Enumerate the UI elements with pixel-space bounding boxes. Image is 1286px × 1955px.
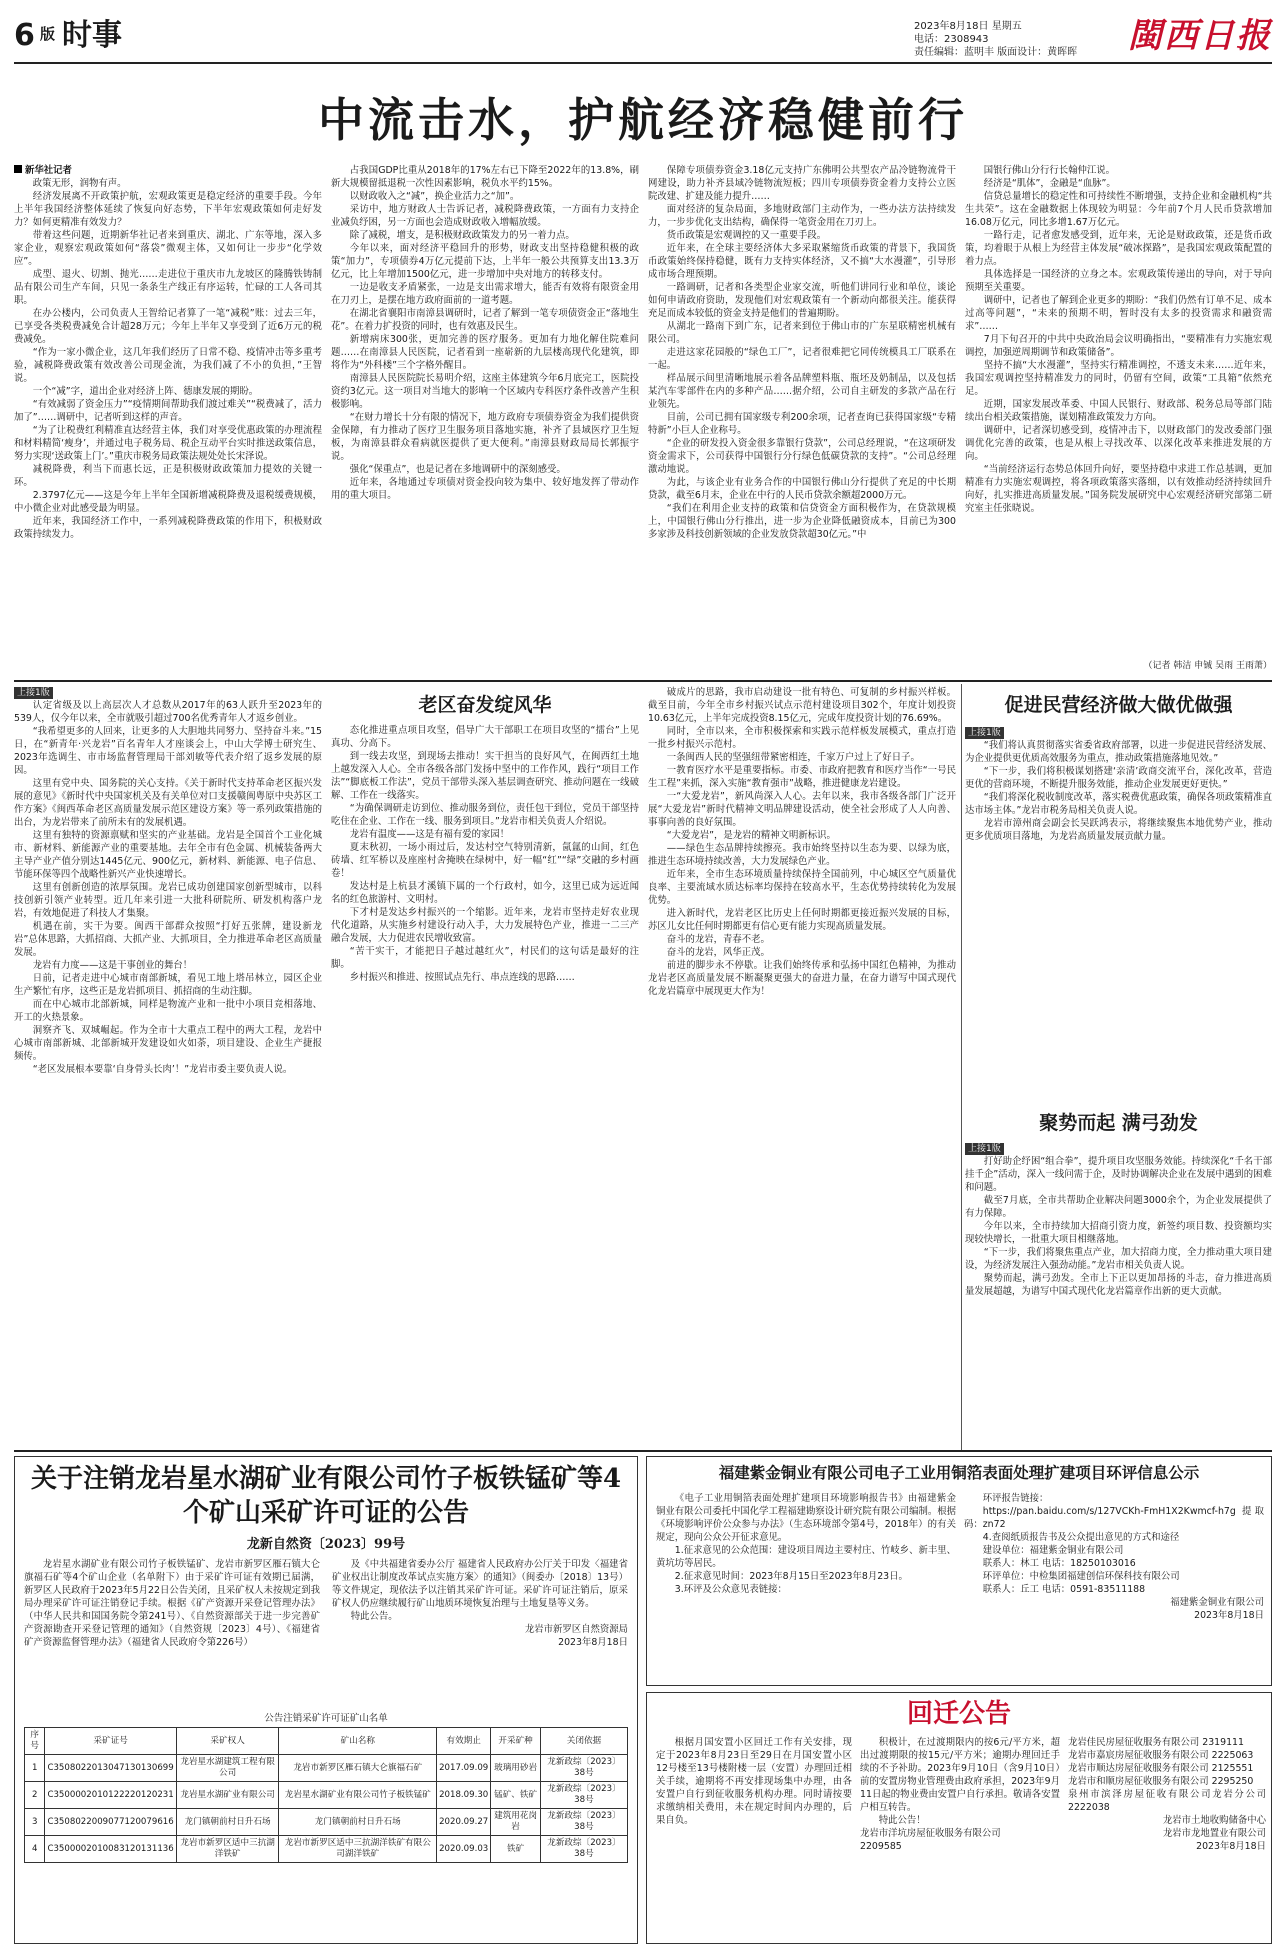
notice-env-text: 《电子工业用铜箔表面处理扩建项目环境影响报告书》由福建紫金铜业有限公司委托中国化学工程福建勘察设计研究院有限公司编制。根据《环境影响评价公众参与办法》（生态环境部令第4号，2018年）的有关规定，现向公众公开征求意见。 <box>656 1493 956 1543</box>
notice-env-contact: 环评单位：中检集团福建创信环保科技有限公司 <box>982 1571 1180 1582</box>
newspaper-logo: 閩西日报 <box>1128 16 1272 56</box>
section-divider <box>14 1450 1272 1452</box>
notice-mining-docno: 龙新自然资〔2023〕99号 <box>246 1537 406 1552</box>
paragraph: 下才村是发达乡村振兴的一个缩影。近年来，龙岩市坚持走好农业现代化道路，从实施乡村建设行动入手，大力发展特色产业，推进一二三产融合发展，大力促进农民增收致富。 <box>331 907 639 944</box>
paragraph: 日前，记者走进中心城市南部新城，看见工地上塔吊林立，园区企业生产繁忙有序，这些正是龙岩抓项目、抓招商的生动注脚。 <box>14 973 322 997</box>
notice-relocation-contact: 龙岩佳民房屋征收服务有限公司 2319111 <box>1068 1737 1244 1748</box>
table-cell: 建筑用花岗岩 <box>491 1809 541 1836</box>
paragraph: 机遇在前，实干为要。闽西干部群众按照“打好五张牌，建设新龙岩”总体思路，大抓招商、大抓产业、大抓项目，全力推进革命老区高质量发展。 <box>14 921 322 958</box>
notice-env-link-label: 环评报告链接： <box>982 1493 1049 1504</box>
table-cell: C3500002010122220120231 <box>45 1782 176 1809</box>
table-cell: 2018.09.30 <box>437 1782 491 1809</box>
notice-env-item-3: 3.环评及公众意见表链接： <box>674 1584 787 1595</box>
continued-tag: 上接1版 <box>965 727 1004 739</box>
paragraph: 一路行走，记者愈发感受到，近年来，无论是财政政策，还是货币政策，均着眼于从根上为经营主体发展“破冰探路”，是我国宏观政策配置的着力点。 <box>965 230 1272 267</box>
paragraph: 南漳县人民医院院长易明介绍，这座主体建筑今年6月底完工，医院投资约3亿元。这一项目对当地大的影响一个区域内专科医疗条件改善产生积极影响。 <box>331 373 639 410</box>
lead-column-4 <box>965 164 1272 672</box>
table-cell: 龙岩星水湖矿业有限公司竹子板铁锰矿 <box>279 1782 437 1809</box>
notice-mining-text-2: 及《中共福建省委办公厅 福建省人民政府办公厅关于印发〈福建省矿业权出让制度改革试点实施方案〉的通知》（闽委办〔2018〕13号）等文件规定，现依法予以注销其采矿许可证。采矿许可证注销后，原采矿权人仍应继续履行矿山地质环境恢复治理与土地复垦等义务。 <box>332 1559 628 1609</box>
table-header-cell: 采矿证号 <box>45 1728 176 1755</box>
paragraph: “为确保调研走访到位、推动服务到位，责任包干到位，党员干部坚持吃住在企业、工作在一线、服务到项目。”龙岩市相关负责人介绍说。 <box>331 803 639 827</box>
paragraph: 龙岩有温度——这是有福有爱的家园！ <box>349 829 510 840</box>
paragraph: 同时，全市以来，全市积极探索和实践示范样板发展模式，重点打造一批乡村振兴示范村。 <box>648 726 956 750</box>
paragraph: 7月下旬召开的中共中央政治局会议明确指出，“要精准有力实施宏观调控，加强逆周期调节和政策储备”。 <box>965 334 1272 358</box>
paragraph: 目前，公司已拥有国家级专利200余项，记者查询已获得国家级“专精特新”小巨人企业称号。 <box>648 412 956 436</box>
page-number-value: 6 <box>14 18 35 53</box>
paragraph: 成型、退火、切割、抛光……走进位于重庆市九龙坡区的隆腾铁铸制品有限公司生产车间，只见一条条生产线正有序运转，忙碌的工人各司其职。 <box>14 269 322 306</box>
table-cell: 2017.09.09 <box>437 1755 491 1782</box>
table-cell: 龙门镇朝前村日升石场 <box>279 1809 437 1836</box>
notice-env-contact: 建设单位：福建紫金铜业有限公司 <box>982 1545 1124 1556</box>
table-cell: 龙岩市新罗区适中三抗湖洋铁矿有限公司湖洋铁矿 <box>279 1836 437 1863</box>
paragraph: “我希望更多的人回来，让更多的人大胆地共同努力、坚持奋斗来。”15日，在“新青年·兴龙岩”百名青年人才座谈会上，中山大学博士研究生、2023年选调生、市市场监督管理局干部刘敏等代表介绍了返乡发展的原因。 <box>14 726 322 776</box>
paragraph: 面对经济的复杂局面，多地财政部门主动作为，一些办法方法持续发力，一步步优化支出结构，确保得一笔资金用在刀刃上。 <box>648 204 956 228</box>
mining-license-table <box>24 1727 628 1863</box>
table-row <box>25 1755 628 1782</box>
paragraph: 调研中，记者深切感受到，疫情冲击下，以财政部门的发改委部门强调优化完善的政策，也是从根上寻找改革、以深化改革来推进发展的方向。 <box>965 425 1272 462</box>
table-cell: 2020.09.03 <box>437 1836 491 1863</box>
notice-relocation-contact: 龙岩市和顺房屋征收服务有限公司 2295250 <box>1068 1776 1254 1787</box>
notice-relocation-body-3 <box>1068 1736 1266 1940</box>
table-header-cell: 序号 <box>25 1728 45 1755</box>
lead-column-2 <box>331 164 639 672</box>
lead-byline: （记者 韩洁 申铖 吴雨 王雨萧） <box>1143 661 1272 671</box>
notice-relocation-text-1: 根据月国安置小区回迁工作有关安排，现定于2023年8月23日至29日在月国安置小区12号楼至13号楼附楼一层（安置）办理回迁相关手续，逾期将不再安排现场集中办理，由各安置户自行到征收服务机构办理。同时请按要求缴纳相关费用，未在规定时间内办理的，后果自负。 <box>656 1737 852 1826</box>
table-cell: 1 <box>25 1755 45 1782</box>
section-title: 时事 <box>62 18 122 53</box>
section-divider <box>14 680 1272 682</box>
table-cell: 龙新政综〔2023〕38号 <box>540 1836 627 1863</box>
paragraph: “我们在利用企业支持的政策和信贷资金方面积极作为，在贷款规模上，中国银行佛山分行推出，进一步为企业降低融资成本，目前已为300多家涉及科技创新领域的企业发放贷款超30亿元。”中 <box>648 503 956 540</box>
paragraph: “苦干实干，才能把日子越过越红火”，村民们的这句话是最好的注脚。 <box>331 946 639 970</box>
notice-mining-body-1 <box>24 1558 320 1708</box>
notice-env-date: 2023年8月18日 <box>1194 1610 1264 1621</box>
paragraph: 经济是“肌体”，金融是“血脉”。 <box>983 178 1116 189</box>
notice-relocation-title: 回迁公告 <box>906 1699 1011 1729</box>
paragraph: 前进的脚步永不停歇。让我们始终传承和弘扬中国红色精神，为推动龙岩老区高质量发展不断凝聚更强大的奋进力量，在奋力谱写中国式现代化龙岩篇章中展现更大作为！ <box>648 960 956 997</box>
left-story-column-3 <box>648 686 956 1446</box>
paragraph: 带着这些问题，近期新华社记者来到重庆、湖北、广东等地，深入多家企业，观察宏观政策如何“落袋”微观主体，又如何让一步步“化学效应”。 <box>14 230 322 267</box>
notice-env-item-2: 2.征求意见时间：2023年8月15日至2023年8月23日。 <box>674 1571 908 1582</box>
notice-mining-date: 2023年8月18日 <box>558 1637 628 1648</box>
notice-env-body-2 <box>964 1492 1264 1678</box>
paragraph: 走进这家花园般的“绿色工厂”，记者很难把它同传统模具工厂联系在一起。 <box>648 347 956 371</box>
table-cell: C3508022009077120079616 <box>45 1809 176 1836</box>
paragraph: 到一线去攻坚，到现场去推动！实干担当的良好风气，在闽西红土地上越发深入人心。全市各级各部门发扬中坚中的工作作风，践行“项目工作法”“脚底板工作法”，党员干部带头深入基层调查研究、推动问题在一线破解、工作在一线落实。 <box>331 751 639 801</box>
paragraph: “大爱龙岩”，是龙岩的精神文明新标识。 <box>666 830 836 841</box>
notice-relocation-body-1 <box>656 1736 852 1940</box>
lead-column-1 <box>14 164 322 672</box>
table-cell: 龙新政综〔2023〕38号 <box>540 1755 627 1782</box>
paragraph: “当前经济运行态势总体回升向好，要坚持稳中求进工作总基调，更加精准有力实施宏观调控，将各项政策落实落细，以有效推动经济持续回升向好，扎实推进高质量发展。”国务院发展研究中心宏观经济研究部第二研究室主任张晓说。 <box>965 464 1272 514</box>
table-cell: 龙岩市新罗区雁石镇大仑旗福石矿 <box>279 1755 437 1782</box>
paragraph: “有效减弱了资金压力”“疫情期间帮助我们渡过难关”“税费减了，活力加了”……调研中，记者听到这样的声音。 <box>14 399 322 423</box>
table-header-cell: 关闭依据 <box>540 1728 627 1755</box>
paragraph: 货币政策是宏观调控的又一重要手段。 <box>666 230 827 241</box>
table-cell: 2020.09.27 <box>437 1809 491 1836</box>
notice-env-body-1 <box>656 1492 956 1678</box>
paragraph: 今年以来，面对经济平稳回升的形势，财政支出坚持稳健积极的政策“加力”，专项债券4万亿元提前下达，上半年一般公共预算支出13.3万亿元，比上年增加1500亿元，进一步增加中央对地方的转移支付。 <box>331 243 639 280</box>
lead-column-3 <box>648 164 956 672</box>
right-story2-body <box>965 1142 1272 1446</box>
paragraph: 这里有独特的资源禀赋和坚实的产业基础。龙岩是全国首个工业化城市、新材料、新能源产业的重要基地。去年全市有色金属、机械装备两大主导产业产值分别达1445亿元、900亿元，新材料、新能源、电子信息、节能环保等四个战略性新兴产业快速增长。 <box>14 830 322 880</box>
paragraph: 今年以来，全市持续加大招商引资力度，新签约项目数、投资额均实现较快增长，一批重大项目相继落地。 <box>965 1221 1272 1245</box>
paragraph: 洞察齐飞、双城崛起。作为全市十大重点工程中的两大工程，龙岩中心城市南部新城、北部新城开发建设如火如荼，项目建设、企业生产捷报频传。 <box>14 1025 322 1062</box>
mining-table-caption: 公告注销采矿许可证矿山名单 <box>264 1713 388 1724</box>
page-header <box>14 14 1272 64</box>
paragraph: 一边是收支矛盾紧张，一边是支出需求增大，能否有效将有限资金用在刀刃上，是摆在地方政府面前的一道考题。 <box>331 282 639 306</box>
paragraph: 在办公楼内，公司负责人王智给记者算了一笔“减税”账：过去三年，已享受各类税费减免合计超28万元；今年上半年又享受到了近6万元的税费减免。 <box>14 308 322 345</box>
notice-mining-special: 特此公告。 <box>350 1611 398 1622</box>
paragraph: 奋斗的龙岩，青春不老。 <box>666 934 770 945</box>
lead-headline: 中流击水，护航经济稳健前行 <box>318 93 968 147</box>
table-cell: 玻璃用砂岩 <box>491 1755 541 1782</box>
notice-relocation-text-2: 积极计，在过渡期限内的按6元/平方米，超出过渡期限的按15元/平方米；逾期办理回迁手续的不予补助。2023年9月10日（含9月10日）前的安置房物业管理费由政府承担，2023年9月11日起的物业费由安置户自行承担。敬请各安置户相互转告。 <box>860 1737 1060 1813</box>
table-cell: 龙岩市新罗区适中三抗湖洋铁矿 <box>176 1836 279 1863</box>
right-story1-body <box>965 726 1272 1102</box>
table-row <box>25 1809 628 1836</box>
notice-env-link[interactable]: https://pan.baidu.com/s/127VCKh-FmH1X2Kwmcf-h7g 提取码：zn72 <box>964 1506 1264 1530</box>
page-suffix: 版 <box>40 25 56 43</box>
paragraph: “在财力增长十分有限的情况下，地方政府专项债券资金为我们提供资金保障，有力推动了医疗卫生服务项目落地实施，补齐了县域医疗卫生短板，为南漳县群众看病就医提供了更大便利。”南漳县财政局局长郭振宇说。 <box>331 412 639 462</box>
notice-relocation-contact: 龙岩市顺达房屋征收服务有限公司 2125551 <box>1068 1763 1254 1774</box>
table-row <box>25 1782 628 1809</box>
paragraph: 坚持不搞“大水漫灌”，坚持实行精准调控，不透支未来……近年来，我国宏观调控坚持精准发力的同时，仍留有空间，政策“工具箱”依然充足。 <box>965 360 1272 397</box>
table-cell: 龙门镇朝前村日升石场 <box>176 1809 279 1836</box>
editors-line: 责任编辑：蓝明丰 版面设计：黄晖晖 <box>914 47 1078 58</box>
paragraph: 保障专项债券资金3.18亿元支持广东佛明公共型农产品冷链物流骨干网建设，助力补齐县域冷链物流短板；四川专项债券资金着力支持公立医院改建、扩建及能力提升…… <box>648 165 956 202</box>
notice-relocation-phone: 2209585 <box>860 1841 902 1852</box>
dateline-marker <box>14 165 22 173</box>
table-cell: 3 <box>25 1809 45 1836</box>
notice-relocation-signer: 龙岩市土地收购储备中心 <box>1162 1815 1266 1826</box>
paragraph: 一条闽西人民的坚强纽带紧密相连，千家万户过上了好日子。 <box>666 752 920 763</box>
notice-env-title: 福建紫金铜业有限公司电子工业用铜箔表面处理扩建项目环评信息公示 <box>718 1463 1200 1482</box>
table-header-cell: 有效期止 <box>437 1728 491 1755</box>
paragraph: 近年来，全市生态环境质量持续保持全国前列，中心城区空气质量优良率、主要流域水质达标率均保持在较高水平，生态优势持续转化为发展优势。 <box>648 869 956 906</box>
paragraph: 而在中心城市北部新城，同样是物流产业和一批中小项目竞相落地、开工的火热景象。 <box>14 999 322 1023</box>
paragraph: 国银行佛山分行行长翰仲江说。 <box>983 165 1116 176</box>
paragraph: 打好助企纾困“组合拳”，提升项目攻坚服务效能。持续深化“千名干部挂千企”活动，深入一线问需于企，及时协调解决企业在发展中遇到的困难和问题。 <box>965 1156 1272 1193</box>
paragraph: “老区发展根本要靠‘自身骨头长肉’！”龙岩市委主要负责人说。 <box>32 1064 293 1075</box>
notice-env-contact: 联系人：林工 电话：18250103016 <box>982 1558 1136 1569</box>
table-cell: C3508022013047130130699 <box>45 1755 176 1782</box>
left-story-title: 老区奋发绽风华 <box>418 694 552 716</box>
notice-relocation-signer2: 龙岩市龙地置业有限公司 <box>1162 1828 1266 1839</box>
paragraph: 除了减税，增支，是积极财政政策发力的另一着力点。 <box>349 230 575 241</box>
notice-mining-title: 关于注销龙岩星水湖矿业有限公司竹子板铁锰矿等4个矿山采矿许可证的公告 <box>30 1464 622 1528</box>
paragraph: 进入新时代，龙岩老区比历史上任何时期都更接近振兴发展的目标，苏区儿女比任何时期都更有信心更有能力实现高质量发展。 <box>648 908 956 932</box>
right-story1-title: 促进民营经济做大做优做强 <box>1004 694 1233 716</box>
notice-relocation-contact: 龙岩市嘉宸房屋征收服务有限公司 2225063 <box>1068 1750 1254 1761</box>
paragraph: 具体选择是一国经济的立身之本。宏观政策传递出的导向，对于导向预期至关重要。 <box>965 269 1272 293</box>
notice-mining-signer: 龙岩市新罗区自然资源局 <box>524 1624 628 1635</box>
table-cell: 锰矿、铁矿 <box>491 1782 541 1809</box>
paragraph: 一个“减”字，道出企业对经济上阵、德康发展的期盼。 <box>32 386 259 397</box>
left-story-column-1 <box>14 686 322 1446</box>
paragraph: 认定省级及以上高层次人才总数从2017年的63人跃升至2023年的539人，仅今年以来，全市就吸引超过700名优秀青年人才返乡创业。 <box>14 700 322 724</box>
notice-env-item-4: 4.查阅纸质报告书及公众提出意见的方式和途径 <box>982 1532 1180 1543</box>
paragraph: 奋斗的龙岩，风华正茂。 <box>666 947 770 958</box>
paragraph: 近年来，我国经济工作中，一系列减税降费政策的作用下，积极财政政策持续发力。 <box>14 516 322 540</box>
header-meta <box>914 20 1077 59</box>
paragraph: 新增病床300张，更加完善的医疗服务。更加有力地化解住院难问题……在南漳县人民医院，记者看到一座崭新的九层楼高现代化建筑，即将作为“外科楼”三个字格外醒目。 <box>331 334 639 371</box>
paragraph: 这里有创新创造的浓厚氛围。龙岩已成功创建国家创新型城市，以科技创新引领产业转型。近几年来引进一大批科研院所、研发机构落户龙岩，有效地促进了科技人才集聚。 <box>14 882 322 919</box>
table-cell: 龙新政综〔2023〕38号 <box>540 1782 627 1809</box>
paragraph: 乡村振兴和推进、按照试点先行、串点连线的思路…… <box>349 972 575 983</box>
paragraph: 截至7月底，全市共帮助企业解决问题3000余个，为企业发展提供了有力保障。 <box>965 1195 1272 1219</box>
notice-relocation-contact: 泉州市滨泽房屋征收有限公司龙岩分公司 2222038 <box>1068 1789 1266 1813</box>
table-header-cell: 开采矿种 <box>491 1728 541 1755</box>
notice-relocation-body-2 <box>860 1736 1060 1940</box>
phone-number: 电话：2308943 <box>914 34 989 45</box>
notice-mining-text-1: 龙岩星水湖矿业有限公司竹子板铁锰矿、龙岩市新罗区雁石镇大仑旗福石矿等4个矿山企业（名单附下）由于采矿许可证有效期已届满，新罗区人民政府于2023年5月22日公告关闭，且采矿权人未按规定到我局办理采矿许可证注销登记手续。根据《矿产资源开采登记管理办法》（中华人民共和国国务院令第241号）、《自然资源部关于进一步完善矿产资源勘查开采登记管理的通知》（自然资规〔2023〕4号）、《福建省矿产资源监督管理办法》（福建省人民政府令第226号） <box>24 1559 320 1648</box>
paragraph: 采访中，地方财政人士告诉记者，减税降费政策，一方面有力支持企业减负纾困，另一方面也会造成财政收入增幅放缓。 <box>331 204 639 228</box>
lead-dateline: 新华社记者 <box>25 165 72 176</box>
paragraph: 破成片的思路，我市启动建设一批有特色、可复制的乡村振兴样板。截至目前，今年全市乡村振兴试点示范村建设项目302个，年度计划投资10.63亿元，上半年完成投资8.15亿元，完成年度投资计划的76.69%。 <box>648 687 956 724</box>
paragraph: “为了让税费红利精准直达经营主体，我们对享受优惠政策的办理流程和材料精简‘瘦身’，并通过电子税务局、税企互动平台实时推送政策信息，努力实现‘送政策上门’。”重庆市税务局政策法规处处长宋泽说。 <box>14 425 322 462</box>
paragraph: 一“大爱龙岩”，新风尚深入人心。去年以来，我市各级各部门广泛开展“大爱龙岩”新时代精神文明品牌建设活动，使全社会形成了人人向善、事事向善的良好氛围。 <box>648 791 956 828</box>
paragraph: 近年来，各地通过专项债对资金投向较为集中、较好地发挥了带动作用的重大项目。 <box>331 477 639 501</box>
paragraph: 强化“保重点”，也是记者在多地调研中的深刻感受。 <box>349 464 566 475</box>
paragraph: 一教育医疗水平是重要指标。市委、市政府把教育和医疗当作“一号民生工程”来抓，深入实施“教育强市”战略，推进健康龙岩建设。 <box>648 765 956 789</box>
table-cell: C3500002010083120131136 <box>45 1836 176 1863</box>
paragraph: 一路调研，记者和各类型企业家交流，听他们讲同行业和单位，谈论如何申请政府资助，发现他们对宏观政策有一个新动向都很关注。能获得充足而成本较低的资金支持是他们的普遍期盼。 <box>648 282 956 319</box>
paragraph: “我们将认真贯彻落实省委省政府部署，以进一步促进民营经济发展、为企业提供更优质高效服务为重点，推动政策措施落地见效。” <box>965 740 1272 764</box>
paragraph: 信贷总量增长的稳定性和可持续性不断增强，支持企业和金融机构“共生共荣”。这在金融数据上体现较为明显：今年前7个月人民币贷款增加16.08万亿元，同比多增1.67万亿元。 <box>965 191 1272 228</box>
paragraph: 经济发展离不开政策护航，宏观政策更是稳定经济的重要手段。今年上半年我国经济整体延续了恢复向好态势，下半年宏观政策如何走好发力？如何更精准有效发力？ <box>14 191 322 228</box>
paragraph: “我们将深化税收制度改革，落实税费优惠政策，确保各项政策精准直达市场主体。”龙岩市税务局相关负责人说。 <box>965 792 1272 816</box>
paragraph: 夏末秋初，一场小雨过后，发达村空气特别清新，氤氲的山间，红色砖墙、红军桥以及座座村舍掩映在绿树中，好一幅“红”“绿”交融的乡村画卷！ <box>331 842 639 879</box>
table-cell: 铁矿 <box>491 1836 541 1863</box>
notice-env-item-1: 1.征求意见的公众范围：建设项目周边主要村庄、竹岐乡、新丰里、黄坑坊等居民。 <box>656 1545 956 1569</box>
paragraph: 龙岩有力度——这是干事创业的舞台！ <box>32 960 193 971</box>
paragraph: 聚势而起，满弓劲发。全市上下正以更加昂扬的斗志，奋力推进高质量发展超越，为谱写中国式现代化龙岩篇章作出新的更大贡献。 <box>965 1273 1272 1297</box>
paragraph: 2.3797亿元——这是今年上半年全国新增减税降费及退税缓费规模，中小微企业对此感受最为明显。 <box>14 490 322 514</box>
notice-relocation-date: 2023年8月18日 <box>1196 1841 1266 1852</box>
table-row <box>25 1836 628 1863</box>
table-cell: 龙岩星水湖建筑工程有限公司 <box>176 1755 279 1782</box>
paragraph: 从湖北一路南下到广东，记者来到位于佛山市的广东星联精密机械有限公司。 <box>648 321 956 345</box>
issue-date: 2023年8月18日 星期五 <box>914 21 1022 32</box>
table-cell: 龙新政综〔2023〕38号 <box>540 1809 627 1836</box>
paragraph: 以财政收入之“减”，换企业活力之“加”。 <box>349 191 520 202</box>
notice-env-signer: 福建紫金铜业有限公司 <box>1170 1597 1264 1608</box>
paragraph: “企业的研发投入资金很多靠银行贷款”，公司总经理说，“在这项研发资金需求下，公司获得中国银行分行绿色低碳贷款的支持”。“公司总经理激动地说。 <box>648 438 956 475</box>
table-cell: 龙岩星水湖矿业有限公司 <box>176 1782 279 1809</box>
paragraph: 占我国GDP比重从2018年的17%左右已下降至2022年的13.8%，刷新大规模留抵退税一次性因素影响，税负水平约15%。 <box>331 165 639 189</box>
paragraph: 这里有党中央、国务院的关心支持。《关于新时代支持革命老区振兴发展的意见》《新时代中央国家机关及有关单位对口支援赣闽粤原中央苏区工作方案》《闽西革命老区高质量发展示范区建设方案》等一系列政策措施的出台，为龙岩带来了前所未有的发展机遇。 <box>14 778 322 828</box>
paragraph: 近期，国家发展改革委、中国人民银行、财政部、税务总局等部门陆续出台相关政策措施，谋划精准政策发力方向。 <box>965 399 1272 423</box>
paragraph: 调研中，记者也了解到企业更多的期盼：“我们仍然有订单不足、成本过高等问题”，“未来的预期不明，暂时没有太多的投资需求和融资需求”…… <box>965 295 1272 332</box>
paragraph: 近年来，在全球主要经济体大多采取紧缩货币政策的背景下，我国货币政策始终保持稳健，既有力支持实体经济，又不搞“大水漫灌”，引导形成市场合理预期。 <box>648 243 956 280</box>
paragraph: “下一步，我们将聚焦重点产业，加大招商力度，全力推动重大项目建设，为经济发展注入强劲动能。”龙岩市相关负责人说。 <box>965 1247 1272 1271</box>
table-cell: 4 <box>25 1836 45 1863</box>
left-story-column-2 <box>331 724 639 1446</box>
table-header-cell: 矿山名称 <box>279 1728 437 1755</box>
paragraph: 态化推进重点项目攻坚，倡导广大干部职工在项目攻坚的“擂台”上见真功、分高下。 <box>331 725 639 749</box>
paragraph: 样品展示间里清晰地展示着各品牌塑料瓶、瓶坯及奶制品，以及包括某汽车零部件在内的多种产品……据介绍，公司自主研发的多款产品在行业领先。 <box>648 373 956 410</box>
paragraph: 政策无形，润物有声。 <box>32 178 127 189</box>
notice-mining-body-2 <box>332 1558 628 1708</box>
paragraph: 在湖北省襄阳市南漳县调研时，记者了解到一笔专项债资金正“落地生花”。在着力扩投资的同时，也有效惠及民生。 <box>331 308 639 332</box>
table-header-cell: 采矿权人 <box>176 1728 279 1755</box>
paragraph: “下一步，我们将积极谋划搭建‘亲清’政商交流平台，深化改革，营造更优的营商环境，不断提升服务效能，推动企业发展更好更快。” <box>965 766 1272 790</box>
continued-tag: 上接1版 <box>965 1143 1004 1155</box>
notice-env-contact: 联系人：丘工 电话：0591-83511188 <box>982 1584 1146 1595</box>
page-number <box>14 18 35 54</box>
paragraph: 发达村是上杭县才溪镇下属的一个行政村，如今，这里已成为远近闻名的红色旅游村、文明村。 <box>331 881 639 905</box>
paragraph: 为此，与该企业有业务合作的中国银行佛山分行提供了充足的中长期贷款，截至6月末，企业在中行的人民币贷款余额超2000万元。 <box>648 477 956 501</box>
table-header-row <box>25 1728 628 1755</box>
notice-relocation-signer-left: 龙岩市洋坑房屋征收服务有限公司 <box>860 1828 1001 1839</box>
paragraph: “作为一家小微企业，这几年我们经历了日常不稳、疫情冲击等多重考验，减税降费政策有效改善公司现金流，为我们减了不小的负担，”王智说。 <box>14 347 322 384</box>
paragraph: ——绿色生态品牌持续擦亮。我市始终坚持以生态为要、以绿为底，推进生态环境持续改善，大力发展绿色产业。 <box>648 843 956 867</box>
column-divider <box>961 684 962 1450</box>
notice-relocation-special: 特此公告！ <box>878 1815 926 1826</box>
right-story2-title: 聚势而起 满弓劲发 <box>1039 1112 1198 1134</box>
continued-tag: 上接1版 <box>14 687 53 699</box>
paragraph: 龙岩市漳州商会副会长吴跃鸿表示，将继续聚焦本地优势产业，推动更多优质项目落地，为龙岩高质量发展贡献力量。 <box>965 818 1272 842</box>
paragraph: 减税降费，利当下而惠长远，正是积极财政政策加力提效的关键一环。 <box>14 464 322 488</box>
table-cell: 2 <box>25 1782 45 1809</box>
